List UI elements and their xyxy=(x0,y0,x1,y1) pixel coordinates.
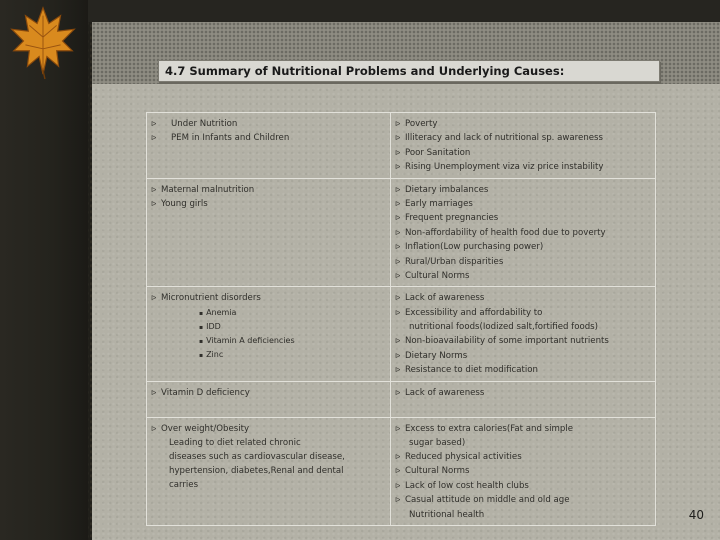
arrow-bullet-icon: ᐅ xyxy=(395,366,401,375)
list-item-continuation: carries xyxy=(169,479,199,490)
sub-list-item: ▪ Zinc xyxy=(199,349,224,359)
square-bullet-icon: ▪ xyxy=(199,323,204,331)
problem-cell xyxy=(147,178,391,287)
sub-list-item: ▪ IDD xyxy=(199,321,221,331)
arrow-bullet-icon: ᐅ xyxy=(151,134,157,143)
list-item: ᐅ Rural/Urban disparities xyxy=(395,255,651,269)
list-item: ᐅ Resistance to diet modification xyxy=(395,363,651,377)
arrow-bullet-icon: ᐅ xyxy=(395,481,401,490)
table-row xyxy=(147,381,656,417)
table-row xyxy=(147,113,656,179)
cause-cell xyxy=(391,113,656,179)
square-bullet-icon: ▪ xyxy=(199,337,204,345)
arrow-bullet-icon: ᐅ xyxy=(395,467,401,476)
left-sidebar-band xyxy=(0,0,88,540)
title-box xyxy=(158,60,660,82)
arrow-bullet-icon: ᐅ xyxy=(395,163,401,172)
cause-cell xyxy=(391,417,656,525)
list-item: ᐅ Maternal malnutrition xyxy=(151,183,386,197)
arrow-bullet-icon: ᐅ xyxy=(395,337,401,346)
square-bullet-icon: ▪ xyxy=(199,351,204,359)
list-item-continuation: hypertension, diabetes,Renal and dental xyxy=(169,465,344,476)
problem-cell xyxy=(147,417,391,525)
arrow-bullet-icon: ᐅ xyxy=(151,200,157,209)
list-item: ᐅ Casual attitude on middle and old age xyxy=(395,493,651,507)
table-row xyxy=(147,417,656,525)
list-item: ᐅ Excessibility and affordability to xyxy=(395,306,651,320)
list-item: ᐅ Cultural Norms xyxy=(395,464,651,478)
list-item: ᐅ Poverty xyxy=(395,117,651,131)
list-item: ᐅ Early marriages xyxy=(395,197,651,211)
list-item: ᐅ Micronutrient disorders xyxy=(151,291,386,305)
list-item: ᐅ Inflation(Low purchasing power) xyxy=(395,240,651,254)
arrow-bullet-icon: ᐅ xyxy=(395,243,401,252)
arrow-bullet-icon: ᐅ xyxy=(151,388,157,397)
list-item: ᐅ Illiteracy and lack of nutritional sp. awareness xyxy=(395,131,651,145)
table-row xyxy=(147,287,656,381)
arrow-bullet-icon: ᐅ xyxy=(395,214,401,223)
list-item: ᐅ Dietary Norms xyxy=(395,349,651,363)
list-item: ᐅ Rising Unemployment viza viz price instability xyxy=(395,160,651,174)
arrow-bullet-icon: ᐅ xyxy=(395,388,401,397)
page-number: 40 xyxy=(688,508,704,522)
arrow-bullet-icon: ᐅ xyxy=(151,120,157,128)
arrow-bullet-icon: ᐅ xyxy=(151,294,157,303)
sub-list-item: ▪ Vitamin A deficiencies xyxy=(199,335,295,345)
problem-cell xyxy=(147,381,391,417)
list-item: ᐅ Lack of awareness xyxy=(395,386,651,400)
arrow-bullet-icon: ᐅ xyxy=(395,294,401,303)
problem-cell xyxy=(147,113,391,179)
arrow-bullet-icon: ᐅ xyxy=(395,496,401,505)
sub-list-item: ▪ Anemia xyxy=(199,307,237,317)
list-item: ᐅ Frequent pregnancies xyxy=(395,211,651,225)
list-item: ᐅ Young girls xyxy=(151,197,386,211)
arrow-bullet-icon: ᐅ xyxy=(395,424,401,433)
list-item-continuation: diseases such as cardiovascular disease, xyxy=(169,451,345,462)
arrow-bullet-icon: ᐅ xyxy=(395,120,401,128)
arrow-bullet-icon: ᐅ xyxy=(395,452,401,461)
list-item: ᐅ Lack of low cost health clubs xyxy=(395,479,651,493)
cause-cell xyxy=(391,287,656,381)
arrow-bullet-icon: ᐅ xyxy=(151,185,157,194)
arrow-bullet-icon: ᐅ xyxy=(395,134,401,143)
list-item: ᐅ Poor Sanitation xyxy=(395,146,651,160)
arrow-bullet-icon: ᐅ xyxy=(395,272,401,281)
top-band xyxy=(88,0,720,22)
slide-title: 4.7 Summary of Nutritional Problems and Underlying Causes: xyxy=(165,64,565,78)
list-item: ᐅ Non-affordability of health food due to poverty xyxy=(395,226,651,240)
list-item: ᐅ Excess to extra calories(Fat and simple xyxy=(395,422,651,436)
arrow-bullet-icon: ᐅ xyxy=(395,148,401,157)
cause-cell xyxy=(391,178,656,287)
list-item: ᐅ PEM in Infants and Children xyxy=(151,131,386,145)
arrow-bullet-icon: ᐅ xyxy=(151,424,157,433)
list-item: ᐅ Reduced physical activities xyxy=(395,450,651,464)
list-item: ᐅ Under Nutrition xyxy=(151,117,386,131)
square-bullet-icon: ▪ xyxy=(199,309,204,317)
table-row xyxy=(147,178,656,287)
list-item: ᐅ Lack of awareness xyxy=(395,291,651,305)
list-item-continuation: sugar based) xyxy=(409,437,466,448)
cause-cell xyxy=(391,381,656,417)
arrow-bullet-icon: ᐅ xyxy=(395,308,401,317)
list-item: ᐅ Non-bioavailability of some important nutrients xyxy=(395,334,651,348)
arrow-bullet-icon: ᐅ xyxy=(395,200,401,209)
arrow-bullet-icon: ᐅ xyxy=(395,228,401,237)
list-item: ᐅ Dietary imbalances xyxy=(395,183,651,197)
autumn-leaf-icon xyxy=(4,2,82,80)
list-item: ᐅ Vitamin D deficiency xyxy=(151,386,386,400)
list-item-continuation: Leading to diet related chronic xyxy=(169,437,301,448)
summary-table xyxy=(146,112,656,526)
list-item-continuation: nutritional foods(Iodized salt,fortified foods) xyxy=(409,322,598,333)
list-item-continuation: Nutritional health xyxy=(409,509,485,520)
arrow-bullet-icon: ᐅ xyxy=(395,351,401,360)
list-item: ᐅ Over weight/Obesity xyxy=(151,422,386,436)
problem-cell xyxy=(147,287,391,381)
arrow-bullet-icon: ᐅ xyxy=(395,185,401,194)
arrow-bullet-icon: ᐅ xyxy=(395,257,401,266)
list-item: ᐅ Cultural Norms xyxy=(395,269,651,283)
